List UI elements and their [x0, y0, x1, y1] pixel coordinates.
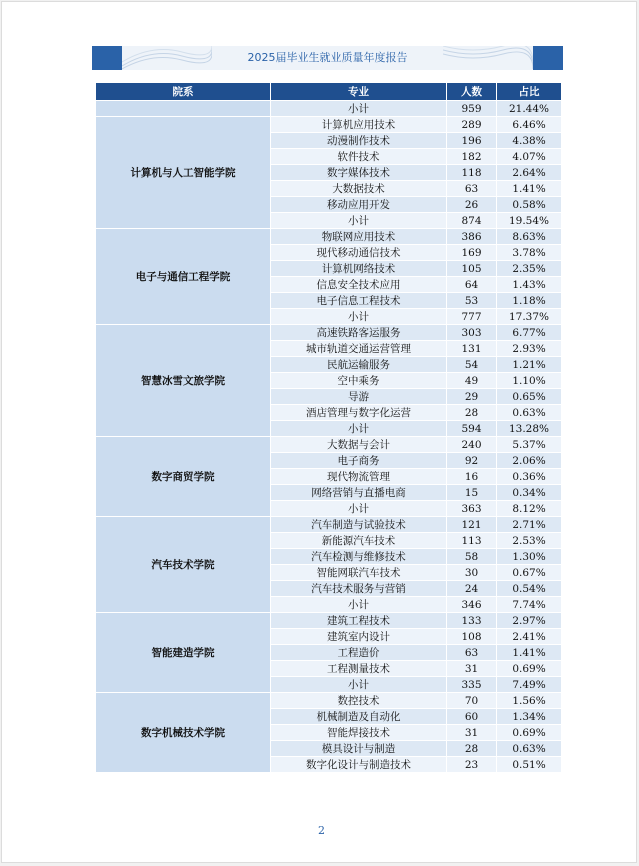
count-cell: 363 — [447, 501, 497, 517]
ratio-cell: 0.67% — [497, 565, 562, 581]
count-cell: 64 — [447, 277, 497, 293]
count-cell: 303 — [447, 325, 497, 341]
major-cell: 数控技术 — [271, 693, 447, 709]
ratio-cell: 0.69% — [497, 661, 562, 677]
count-cell: 335 — [447, 677, 497, 693]
table-row — [96, 101, 562, 117]
ratio-cell: 5.37% — [497, 437, 562, 453]
ratio-cell: 6.46% — [497, 117, 562, 133]
major-cell: 工程测量技术 — [271, 661, 447, 677]
count-cell: 15 — [447, 485, 497, 501]
count-cell: 54 — [447, 357, 497, 373]
ratio-cell: 2.64% — [497, 165, 562, 181]
count-cell: 63 — [447, 645, 497, 661]
ratio-cell: 0.65% — [497, 389, 562, 405]
count-cell: 105 — [447, 261, 497, 277]
count-cell: 24 — [447, 581, 497, 597]
employment-by-major-table — [95, 82, 562, 773]
major-cell: 工程造价 — [271, 645, 447, 661]
count-cell: 386 — [447, 229, 497, 245]
ratio-cell: 2.97% — [497, 613, 562, 629]
ratio-cell: 2.71% — [497, 517, 562, 533]
major-cell: 数字媒体技术 — [271, 165, 447, 181]
count-cell: 182 — [447, 149, 497, 165]
major-cell: 空中乘务 — [271, 373, 447, 389]
count-cell: 58 — [447, 549, 497, 565]
major-cell: 小计 — [271, 597, 447, 613]
major-cell: 小计 — [271, 677, 447, 693]
page — [1, 1, 637, 863]
ratio-cell: 0.51% — [497, 757, 562, 773]
table-row — [96, 437, 562, 453]
ratio-cell: 2.06% — [497, 453, 562, 469]
major-cell: 现代物流管理 — [271, 469, 447, 485]
count-cell: 49 — [447, 373, 497, 389]
count-cell: 169 — [447, 245, 497, 261]
ratio-cell: 6.77% — [497, 325, 562, 341]
ratio-cell: 0.36% — [497, 469, 562, 485]
major-cell: 小计 — [271, 309, 447, 325]
ratio-cell: 13.28% — [497, 421, 562, 437]
count-cell: 346 — [447, 597, 497, 613]
major-cell: 建筑工程技术 — [271, 613, 447, 629]
ratio-cell: 3.78% — [497, 245, 562, 261]
major-cell: 智能焊接技术 — [271, 725, 447, 741]
report-title: 2025届毕业生就业质量年度报告 — [247, 51, 408, 64]
count-cell: 28 — [447, 741, 497, 757]
major-cell: 小计 — [271, 213, 447, 229]
major-cell: 数字化设计与制造技术 — [271, 757, 447, 773]
ratio-cell: 0.63% — [497, 405, 562, 421]
column-header-major: 专业 — [271, 83, 447, 101]
major-cell: 小计 — [271, 501, 447, 517]
college-cell: 计算机与人工智能学院 — [96, 117, 271, 229]
ratio-cell: 1.41% — [497, 181, 562, 197]
major-cell: 现代移动通信技术 — [271, 245, 447, 261]
count-cell: 30 — [447, 565, 497, 581]
ratio-cell: 4.07% — [497, 149, 562, 165]
ratio-cell: 4.38% — [497, 133, 562, 149]
table-header-row — [96, 83, 562, 101]
major-cell: 网络营销与直播电商 — [271, 485, 447, 501]
major-cell: 智能网联汽车技术 — [271, 565, 447, 581]
college-cell: 汽车技术学院 — [96, 517, 271, 613]
column-header-ratio: 占比 — [497, 83, 562, 101]
ratio-cell: 1.18% — [497, 293, 562, 309]
count-cell: 959 — [447, 101, 497, 117]
ratio-cell: 2.41% — [497, 629, 562, 645]
ratio-cell: 8.12% — [497, 501, 562, 517]
ratio-cell: 0.54% — [497, 581, 562, 597]
ratio-cell: 8.63% — [497, 229, 562, 245]
college-cell — [96, 101, 271, 117]
major-cell: 动漫制作技术 — [271, 133, 447, 149]
college-cell: 智慧冰雪文旅学院 — [96, 325, 271, 437]
major-cell: 建筑室内设计 — [271, 629, 447, 645]
count-cell: 133 — [447, 613, 497, 629]
ratio-cell: 1.10% — [497, 373, 562, 389]
major-cell: 软件技术 — [271, 149, 447, 165]
table-row — [96, 613, 562, 629]
major-cell: 移动应用开发 — [271, 197, 447, 213]
table-body — [96, 101, 562, 773]
major-cell: 小计 — [271, 421, 447, 437]
major-cell: 高速铁路客运服务 — [271, 325, 447, 341]
ratio-cell: 1.56% — [497, 693, 562, 709]
count-cell: 53 — [447, 293, 497, 309]
major-cell: 大数据技术 — [271, 181, 447, 197]
count-cell: 289 — [447, 117, 497, 133]
major-cell: 小计 — [271, 101, 447, 117]
major-cell: 大数据与会计 — [271, 437, 447, 453]
count-cell: 240 — [447, 437, 497, 453]
table-row — [96, 325, 562, 341]
major-cell: 物联网应用技术 — [271, 229, 447, 245]
count-cell: 113 — [447, 533, 497, 549]
table-row — [96, 693, 562, 709]
major-cell: 民航运输服务 — [271, 357, 447, 373]
college-cell: 数字机械技术学院 — [96, 693, 271, 773]
ratio-cell: 0.58% — [497, 197, 562, 213]
count-cell: 70 — [447, 693, 497, 709]
count-cell: 874 — [447, 213, 497, 229]
count-cell: 60 — [447, 709, 497, 725]
major-cell: 电子信息工程技术 — [271, 293, 447, 309]
major-cell: 酒店管理与数字化运营 — [271, 405, 447, 421]
ratio-cell: 21.44% — [497, 101, 562, 117]
ratio-cell: 19.54% — [497, 213, 562, 229]
count-cell: 121 — [447, 517, 497, 533]
ratio-cell: 7.49% — [497, 677, 562, 693]
major-cell: 汽车检测与维修技术 — [271, 549, 447, 565]
ratio-cell: 0.34% — [497, 485, 562, 501]
major-cell: 机械制造及自动化 — [271, 709, 447, 725]
count-cell: 31 — [447, 661, 497, 677]
ratio-cell: 17.37% — [497, 309, 562, 325]
report-header-banner — [92, 46, 563, 70]
major-cell: 模具设计与制造 — [271, 741, 447, 757]
ratio-cell: 1.43% — [497, 277, 562, 293]
ratio-cell: 2.35% — [497, 261, 562, 277]
count-cell: 23 — [447, 757, 497, 773]
count-cell: 31 — [447, 725, 497, 741]
table-row — [96, 117, 562, 133]
ratio-cell: 2.53% — [497, 533, 562, 549]
count-cell: 92 — [447, 453, 497, 469]
count-cell: 131 — [447, 341, 497, 357]
major-cell: 电子商务 — [271, 453, 447, 469]
ratio-cell: 1.30% — [497, 549, 562, 565]
ratio-cell: 2.93% — [497, 341, 562, 357]
count-cell: 26 — [447, 197, 497, 213]
major-cell: 城市轨道交通运营管理 — [271, 341, 447, 357]
major-cell: 计算机网络技术 — [271, 261, 447, 277]
ratio-cell: 0.63% — [497, 741, 562, 757]
major-cell: 汽车技术服务与营销 — [271, 581, 447, 597]
table-row — [96, 229, 562, 245]
count-cell: 28 — [447, 405, 497, 421]
count-cell: 118 — [447, 165, 497, 181]
college-cell: 数字商贸学院 — [96, 437, 271, 517]
count-cell: 63 — [447, 181, 497, 197]
ratio-cell: 0.69% — [497, 725, 562, 741]
college-cell: 智能建造学院 — [96, 613, 271, 693]
count-cell: 16 — [447, 469, 497, 485]
count-cell: 108 — [447, 629, 497, 645]
table-row — [96, 517, 562, 533]
ratio-cell: 1.21% — [497, 357, 562, 373]
count-cell: 594 — [447, 421, 497, 437]
ratio-cell: 1.34% — [497, 709, 562, 725]
ratio-cell: 1.41% — [497, 645, 562, 661]
major-cell: 信息安全技术应用 — [271, 277, 447, 293]
count-cell: 29 — [447, 389, 497, 405]
major-cell: 导游 — [271, 389, 447, 405]
column-header-college: 院系 — [96, 83, 271, 101]
college-cell: 电子与通信工程学院 — [96, 229, 271, 325]
major-cell: 汽车制造与试验技术 — [271, 517, 447, 533]
major-cell: 计算机应用技术 — [271, 117, 447, 133]
column-header-count: 人数 — [447, 83, 497, 101]
page-number: 2 — [318, 824, 325, 837]
major-cell: 新能源汽车技术 — [271, 533, 447, 549]
count-cell: 196 — [447, 133, 497, 149]
count-cell: 777 — [447, 309, 497, 325]
ratio-cell: 7.74% — [497, 597, 562, 613]
